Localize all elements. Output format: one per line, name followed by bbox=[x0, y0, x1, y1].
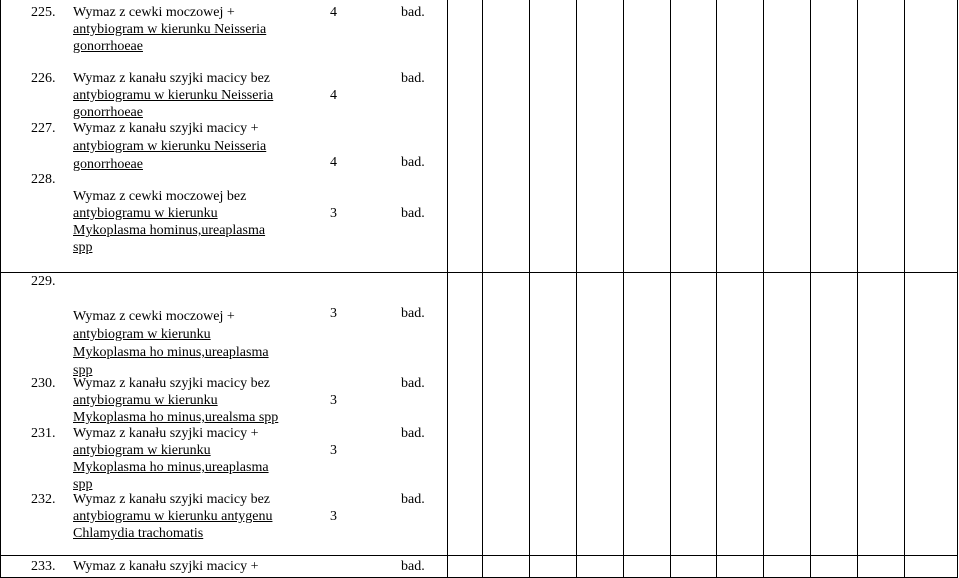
row-number: 226. bbox=[31, 71, 56, 86]
column-divider bbox=[857, 0, 858, 578]
sample-count: 4 bbox=[330, 155, 337, 170]
procedure-description-line: antybiogram w kierunku Neisseria bbox=[73, 22, 267, 37]
sample-count: 3 bbox=[330, 509, 337, 524]
row-number: 227. bbox=[31, 121, 56, 136]
column-divider bbox=[810, 0, 811, 578]
procedure-description-line: gonorrhoeae bbox=[73, 157, 143, 172]
column-divider bbox=[529, 0, 530, 578]
procedure-description-line: gonorrhoeae bbox=[73, 39, 143, 54]
procedure-description-line: Mykoplasma hominus,ureaplasma bbox=[73, 223, 266, 238]
sample-count: 3 bbox=[330, 206, 337, 221]
procedure-description-line: antybiogram w kierunku Neisseria bbox=[73, 139, 267, 154]
column-divider bbox=[670, 0, 671, 578]
unit-label: bad. bbox=[401, 155, 425, 170]
column-divider bbox=[576, 0, 577, 578]
procedure-description-line: antybiogram w kierunku bbox=[73, 443, 211, 458]
unit-label: bad. bbox=[401, 71, 425, 86]
unit-label: bad. bbox=[401, 426, 425, 441]
unit-label: bad. bbox=[401, 492, 425, 507]
procedure-description-line: Wymaz z cewki moczowej + bbox=[73, 5, 235, 20]
procedure-description-line: Wymaz z kanału szyjki macicy + bbox=[73, 121, 259, 136]
procedure-description-line: Chlamydia trachomatis bbox=[73, 526, 204, 541]
procedure-description-line: Wymaz z cewki moczowej + bbox=[73, 309, 235, 324]
column-divider bbox=[447, 0, 448, 578]
procedure-description-line: Wymaz z cewki moczowej bez bbox=[73, 189, 247, 204]
sample-count: 3 bbox=[330, 443, 337, 458]
procedure-description-line: antybiogramu w kierunku bbox=[73, 393, 218, 408]
unit-label: bad. bbox=[401, 306, 425, 321]
sample-count: 3 bbox=[330, 393, 337, 408]
row-number: 232. bbox=[31, 492, 56, 507]
unit-label: bad. bbox=[401, 376, 425, 391]
unit-label: bad. bbox=[401, 206, 425, 221]
procedure-description-line: Wymaz z kanału szyjki macicy + bbox=[73, 559, 259, 574]
sample-count: 4 bbox=[330, 5, 337, 20]
table-border-left bbox=[0, 0, 1, 578]
procedure-description-line: spp bbox=[73, 363, 93, 378]
procedure-description-line: Wymaz z kanału szyjki macicy bez bbox=[73, 71, 271, 86]
procedure-description-line: spp bbox=[73, 240, 93, 255]
procedure-description-line: antybiogramu w kierunku antygenu bbox=[73, 509, 273, 524]
procedure-description-line: Mykoplasma ho minus,ureaplasma bbox=[73, 460, 269, 475]
row-number: 230. bbox=[31, 376, 56, 391]
row-number: 229. bbox=[31, 274, 56, 289]
row-number: 231. bbox=[31, 426, 56, 441]
procedure-description-line: gonorrhoeae bbox=[73, 105, 143, 120]
row-number: 228. bbox=[31, 172, 56, 187]
column-divider bbox=[623, 0, 624, 578]
column-divider bbox=[904, 0, 905, 578]
column-divider bbox=[482, 0, 483, 578]
procedure-description-line: antybiogramu w kierunku Neisseria bbox=[73, 88, 274, 103]
procedure-description-line: Wymaz z kanału szyjki macicy bez bbox=[73, 376, 271, 391]
unit-label: bad. bbox=[401, 559, 425, 574]
row-divider bbox=[0, 555, 958, 556]
procedure-description-line: Wymaz z kanału szyjki macicy bez bbox=[73, 492, 271, 507]
procedure-description-line: Mykoplasma ho minus,urealsma spp bbox=[73, 410, 279, 425]
procedure-description-line: antybiogramu w kierunku bbox=[73, 206, 218, 221]
row-divider bbox=[0, 272, 958, 273]
row-number: 225. bbox=[31, 5, 56, 20]
sample-count: 3 bbox=[330, 306, 337, 321]
procedure-description-line: Mykoplasma ho minus,ureaplasma bbox=[73, 345, 269, 360]
sample-count: 4 bbox=[330, 88, 337, 103]
procedure-description-line: Wymaz z kanału szyjki macicy + bbox=[73, 426, 259, 441]
procedure-description-line: spp bbox=[73, 477, 93, 492]
unit-label: bad. bbox=[401, 5, 425, 20]
table-border-right bbox=[957, 0, 958, 578]
column-divider bbox=[716, 0, 717, 578]
row-number: 233. bbox=[31, 559, 56, 574]
column-divider bbox=[763, 0, 764, 578]
procedure-description-line: antybiogram w kierunku bbox=[73, 327, 211, 342]
